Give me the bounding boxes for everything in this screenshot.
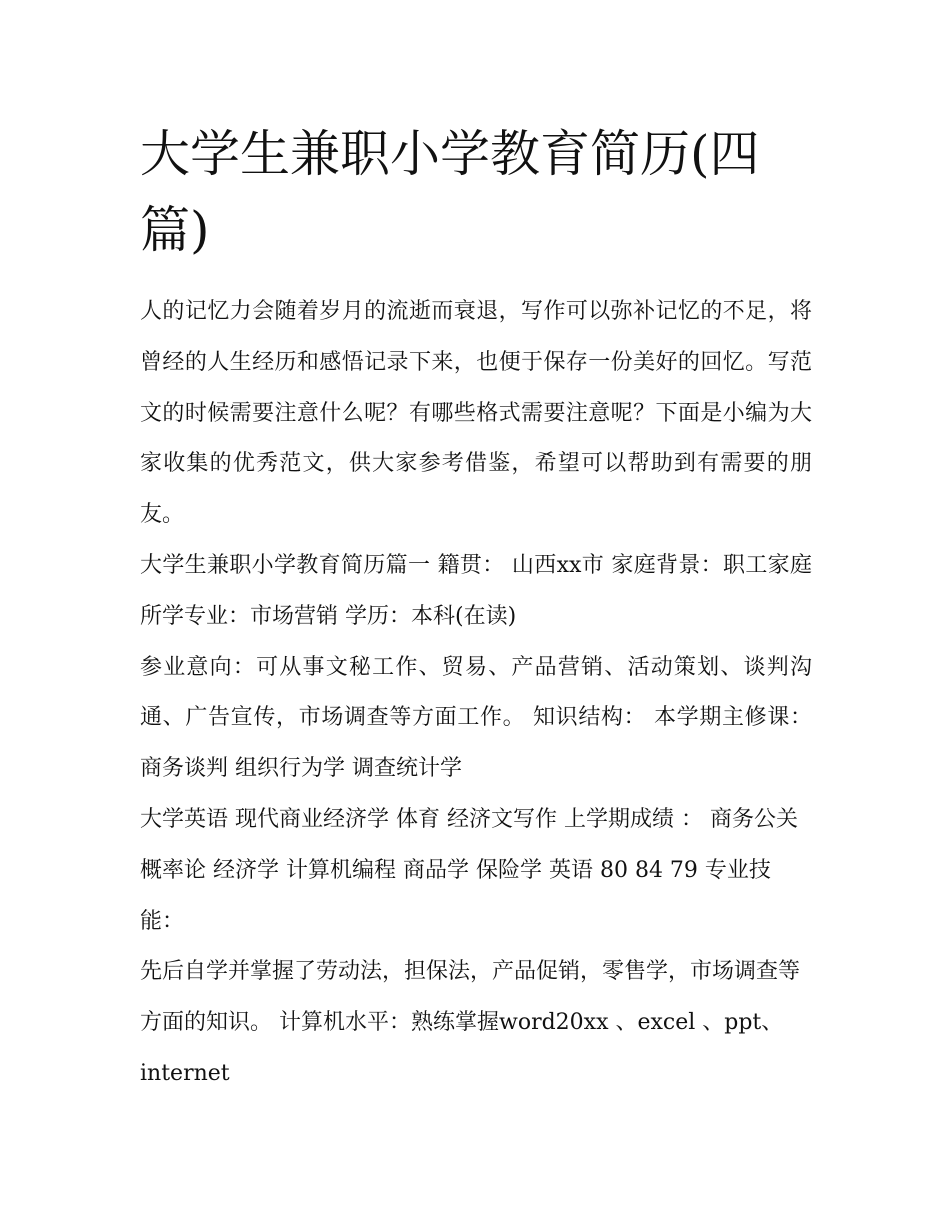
document-title: 大学生兼职小学教育简历(四篇) (140, 125, 760, 259)
skills-paragraph: 先后自学并掌握了劳动法，担保法，产品促销，零售学，市场调查等方面的知识。 计算机水平：熟练掌握word20xx 、excel 、ppt、internet (140, 959, 801, 1086)
resume-basic-info-paragraph: 大学生兼职小学教育简历篇一 籍贯： 山西xx市 家庭背景：职工家庭 所学专业：市场营销 学历：本科(在读) (140, 552, 812, 629)
intro-paragraph: 人的记忆力会随着岁月的流逝而衰退，写作可以弥补记忆的不足，将曾经的人生经历和感悟记录下来，也便于保存一份美好的回忆。写范文的时候需要注意什么呢？有哪些格式需要注意呢？下面是小编为大家收集的优秀范文，供大家参考借鉴，希望可以帮助到有需要的朋友。 (140, 299, 812, 528)
document-body (140, 116, 812, 1100)
courses-grades-paragraph: 大学英语 现代商业经济学 体育 经济文写作 上学期成绩 ： 商务公关 概率论 经济学 计算机编程 商品学 保险学 英语 80 84 79 专业技能： (140, 806, 798, 934)
career-intent-paragraph: 参业意向：可从事文秘工作、贸易、产品营销、活动策划、谈判沟通、广告宣传，市场调查等方面工作。 知识结构： 本学期主修课：商务谈判 组织行为学 调查统计学 (140, 654, 812, 782)
